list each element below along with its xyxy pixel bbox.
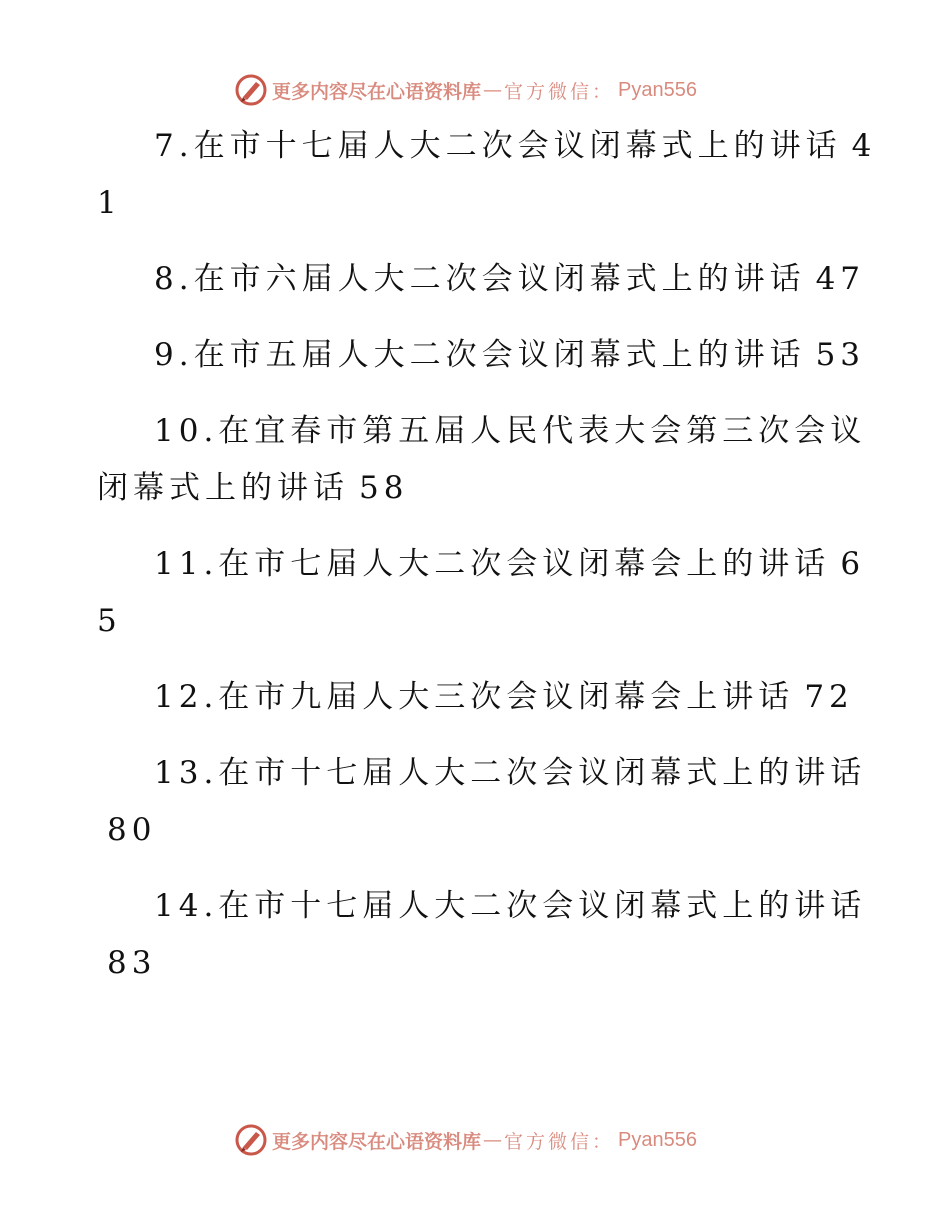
toc-item-page: 83	[107, 945, 157, 981]
toc-item-title: 8.在市六届人大二次会议闭幕式上的讲话	[154, 261, 806, 297]
toc-item-title: 7.在市十七届人大二次会议闭幕式上的讲话	[154, 128, 842, 164]
pen-logo-icon	[234, 73, 268, 107]
wechat-id: Pyan556	[618, 78, 697, 101]
toc-item	[97, 403, 887, 517]
banner-separator: —	[483, 79, 503, 101]
toc-item	[97, 745, 887, 859]
banner-separator: —	[483, 1129, 503, 1151]
toc-item	[97, 878, 887, 992]
toc-item	[97, 251, 887, 308]
pen-logo-icon	[234, 1123, 268, 1157]
toc-item-page: 72	[804, 679, 854, 715]
toc-item-page: 65	[97, 546, 866, 639]
wechat-label: 官方微信：	[504, 80, 615, 103]
toc-item-title: 13.在市十七届人大二次会议闭幕式上的讲话	[154, 755, 867, 791]
banner-text: 更多内容尽在心语资料库	[272, 1130, 482, 1153]
toc-item-title: 12.在市九届人大三次会议闭幕会上讲话	[154, 679, 795, 715]
header-banner	[234, 72, 697, 108]
toc-item-page: 58	[359, 470, 409, 506]
toc-item	[97, 327, 887, 384]
toc-item-title: 9.在市五届人大二次会议闭幕式上的讲话	[154, 337, 806, 373]
toc-item	[97, 118, 887, 232]
toc-item-page: 53	[815, 337, 866, 373]
toc-item-page: 41	[97, 128, 877, 221]
wechat-id: Pyan556	[618, 1128, 697, 1151]
toc-item-title: 10.在宜春市第五届人民代表大会第三次会议闭幕式上的讲话	[97, 413, 867, 506]
toc-item	[97, 669, 887, 726]
toc-item-page: 47	[815, 261, 866, 297]
banner-text: 更多内容尽在心语资料库	[272, 80, 482, 103]
toc-item-page: 80	[107, 812, 157, 848]
toc-item	[97, 536, 887, 650]
footer-banner	[234, 1122, 697, 1158]
toc-list	[97, 118, 887, 1011]
wechat-label: 官方微信：	[504, 1130, 615, 1153]
toc-item-title: 14.在市十七届人大二次会议闭幕式上的讲话	[154, 888, 867, 924]
toc-item-title: 11.在市七届人大二次会议闭幕会上的讲话	[154, 546, 831, 582]
